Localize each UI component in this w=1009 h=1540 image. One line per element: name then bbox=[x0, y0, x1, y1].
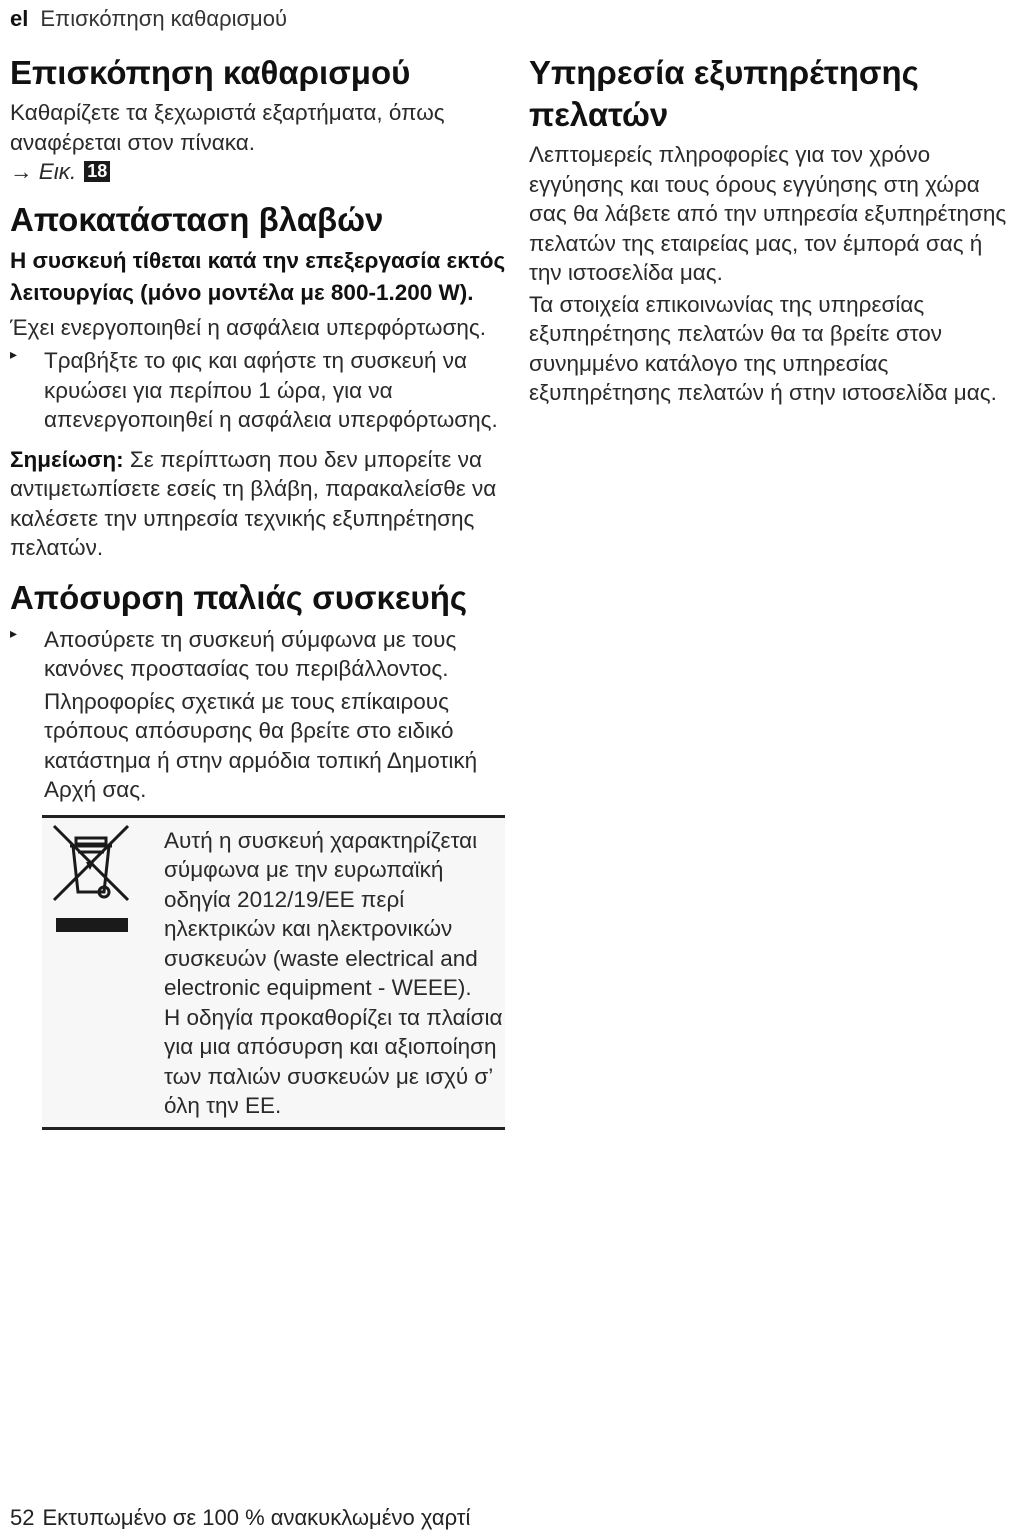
cleaning-heading: Επισκόπηση καθαρισμού bbox=[10, 54, 411, 91]
troubleshooting-cause: Έχει ενεργοποιηθεί η ασφάλεια υπερφόρτωσης. bbox=[10, 314, 486, 340]
figure-number-badge: 18 bbox=[84, 161, 110, 182]
weee-notice-box bbox=[42, 815, 505, 1130]
disposal-info: Πληροφορίες σχετικά με τους επίκαιρους τρόπους απόσυρσης θα βρείτε στο ειδικό κατάστημα ή στην αρμόδια τοπική Δημοτική Αρχή σας. bbox=[44, 688, 478, 802]
note-label: Σημείωση: bbox=[10, 446, 124, 472]
customer-service-section bbox=[529, 52, 1007, 408]
troubleshooting-bullet-text: Τραβήξτε το φις και αφήστε τη συσκευή να κρυώσει για περίπου 1 ώρα, για να απενεργοποιηθεί η ασφάλεια υπερφόρτωσης. bbox=[44, 348, 498, 432]
disposal-heading: Απόσυρση παλιάς συσκευής bbox=[10, 578, 468, 616]
cleaning-text: Καθαρίζετε τα ξεχωριστά εξαρτήματα, όπως αναφέρεται στον πίνακα. bbox=[10, 100, 445, 155]
bullet-arrow-icon: ▸ bbox=[10, 624, 18, 641]
right-column bbox=[529, 52, 1007, 408]
crossed-out-wheelie-bin-icon bbox=[48, 822, 134, 942]
figure-ref-label: → Εικ. bbox=[10, 159, 77, 184]
footer-note: Εκτυπωμένο σε 100 % ανακυκλωμένο χαρτί bbox=[42, 1505, 471, 1530]
customer-service-heading: Υπηρεσία εξυπηρέτησης πελατών bbox=[529, 54, 919, 133]
weee-text-block bbox=[164, 826, 505, 1121]
troubleshooting-bullet bbox=[10, 346, 515, 435]
troubleshooting-note bbox=[10, 445, 515, 563]
warranty-info-text: Λεπτομερείς πληροφορίες για τον χρόνο εγγύησης και τους όρους εγγύησης στη χώρα σας θα λάβετε από την υπηρεσία εξυπηρέτησης πελατών της εταιρείας μας, τον έμπορά σας ή την ιστοσελίδα μας. bbox=[529, 142, 1007, 285]
disposal-bullet-text: Αποσύρετε τη συσκευή σύμφωνα με τους κανόνες προστασίας του περιβάλλοντος. bbox=[44, 626, 457, 681]
figure-reference[interactable] bbox=[10, 157, 515, 187]
contact-info-text: Τα στοιχεία επικοινωνίας της υπηρεσίας εξυπηρέτησης πελατών θα τα βρείτε στον συνημμένο κατάλογο της υπηρεσίας εξυπηρέτησης πελατών ή στην ιστοσελίδα μας. bbox=[529, 291, 997, 405]
language-code: el bbox=[10, 6, 29, 31]
weee-directive-text: Αυτή η συσκευή χαρακτηρίζεται σύμφωνα με την ευρωπαϊκή οδηγία 2012/19/ΕΕ περί ηλεκτρικών και ηλεκτρονικών συσκευών (waste electrical and electronic equipment - WEEE). bbox=[164, 827, 478, 1000]
note-text: Σε περίπτωση που δεν μπορείτε να αντιμετωπίσετε εσείς τη βλάβη, παρακαλείσθε να καλέσετε την υπηρεσία τεχνικής εξυπηρέτησης πελατών. bbox=[10, 446, 497, 560]
bullet-arrow-icon: ▸ bbox=[10, 346, 18, 362]
page-header bbox=[10, 4, 287, 34]
cleaning-section bbox=[10, 52, 515, 187]
page-footer bbox=[10, 1503, 470, 1533]
page-number: 52 bbox=[10, 1505, 35, 1530]
disposal-section bbox=[10, 577, 515, 1130]
weee-framework-text: Η οδηγία προκαθορίζει τα πλαίσια για μια απόσυρση και αξιοποίηση των παλιών συσκευών με ισχύ σ’ όλη την ΕΕ. bbox=[164, 1004, 503, 1118]
disposal-bullet bbox=[10, 625, 515, 684]
troubleshooting-subheading: Η συσκευή τίθεται κατά την επεξεργασία εκτός λειτουργίας (μόνο μοντέλα με 800-1.200 W). bbox=[10, 247, 506, 305]
left-column bbox=[10, 52, 515, 1130]
troubleshooting-section bbox=[10, 199, 515, 563]
header-title: Επισκόπηση καθαρισμού bbox=[40, 6, 287, 31]
troubleshooting-heading: Αποκατάσταση βλαβών bbox=[10, 200, 384, 238]
